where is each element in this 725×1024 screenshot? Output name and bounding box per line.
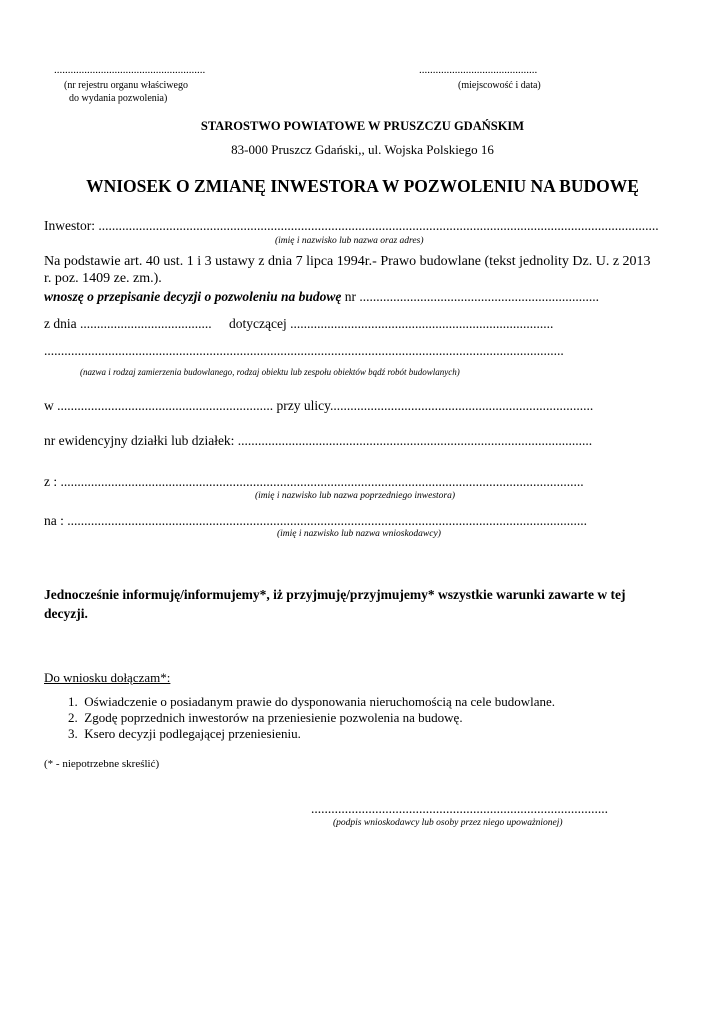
applicant-caption: (imię i nazwisko lub nazwa wnioskodawcy) [277, 529, 441, 539]
location-street-field[interactable]: w ................................................................ przy ulicy.............................................................................. [44, 398, 594, 413]
signature-field[interactable]: ........................................................................................ [311, 801, 608, 816]
footnote: (* - niepotrzebne skreślić) [44, 758, 160, 770]
decision-date-field[interactable]: z dnia ....................................... [44, 316, 212, 331]
permit-number-field[interactable]: nr ....................................................................... [341, 289, 600, 304]
register-number-caption-2: do wydania pozwolenia) [69, 93, 168, 104]
signature-caption: (podpis wnioskodawcy lub osoby przez niego upoważnionej) [333, 818, 563, 828]
legal-basis-line-2: r. poz. 1409 ze. zm.). [44, 271, 162, 286]
declaration-line-2: decyzji. [44, 606, 88, 621]
attachment-number: 2. [68, 710, 78, 725]
attachment-text: Ksero decyzji podlegającej przeniesieniu. [84, 726, 301, 741]
attachment-item [68, 726, 301, 742]
legal-basis-line-1: Na podstawie art. 40 ust. 1 i 3 ustawy z dnia 7 lipca 1994r.- Prawo budowlane (tekst jednolity Dz. U. z 2013 [44, 254, 651, 269]
attachment-item [68, 694, 555, 710]
authority-name: STAROSTWO POWIATOWE W PRUSZCZU GDAŃSKIM [200, 119, 525, 133]
declaration-line-1: Jednocześnie informuję/informujemy*, iż przyjmuję/przyjmujemy* wszystkie warunki zawarte w tej [44, 587, 626, 602]
place-date-line[interactable]: ........................................... [419, 64, 538, 76]
register-number-caption-1: (nr rejestru organu właściwego [64, 80, 188, 91]
attachment-text: Oświadczenie o posiadanym prawie do dysponowania nieruchomością na cele budowlane. [84, 694, 555, 709]
attachment-text: Zgodę poprzednich inwestorów na przeniesienie pozwolenia na budowę. [84, 710, 463, 725]
previous-investor-field[interactable]: z : ........................................................................................................................................................... [44, 474, 584, 489]
place-date-caption: (miejscowość i data) [458, 80, 541, 91]
plot-number-field[interactable]: nr ewidencyjny działki lub działek: ......................................................................................................... [44, 433, 593, 448]
decision-subject-field[interactable]: dotyczącej .............................................................................. [229, 316, 554, 331]
previous-investor-caption: (imię i nazwisko lub nazwa poprzedniego inwestora) [255, 491, 456, 501]
attachment-item [68, 710, 463, 726]
attachments-heading: Do wniosku dołączam*: [44, 670, 171, 685]
attachment-number: 3. [68, 726, 78, 741]
attachment-number: 1. [68, 694, 78, 709]
request-line [44, 289, 599, 305]
authority-address: 83-000 Pruszcz Gdański,, ul. Wojska Polskiego 16 [231, 142, 494, 157]
investor-caption: (imię i nazwisko lub nazwa oraz adres) [275, 236, 424, 246]
object-description-caption: (nazwa i rodzaj zamierzenia budowlanego, rodzaj obiektu lub zespołu obiektów bądź robót budowlanych) [80, 367, 460, 377]
applicant-field[interactable]: na : .......................................................................................................................................................... [44, 513, 587, 528]
page-title: WNIOSEK O ZMIANĘ INWESTORA W POZWOLENIU NA BUDOWĘ [86, 176, 639, 196]
request-statement: wnoszę o przepisanie decyzji o pozwoleniu na budowę [44, 289, 342, 304]
object-description-field[interactable]: .......................................................................................................................................................... [44, 343, 564, 358]
investor-field[interactable]: Inwestor: ...................................................................................................................................................................... [44, 218, 659, 233]
register-number-line[interactable]: ....................................................... [54, 64, 206, 76]
